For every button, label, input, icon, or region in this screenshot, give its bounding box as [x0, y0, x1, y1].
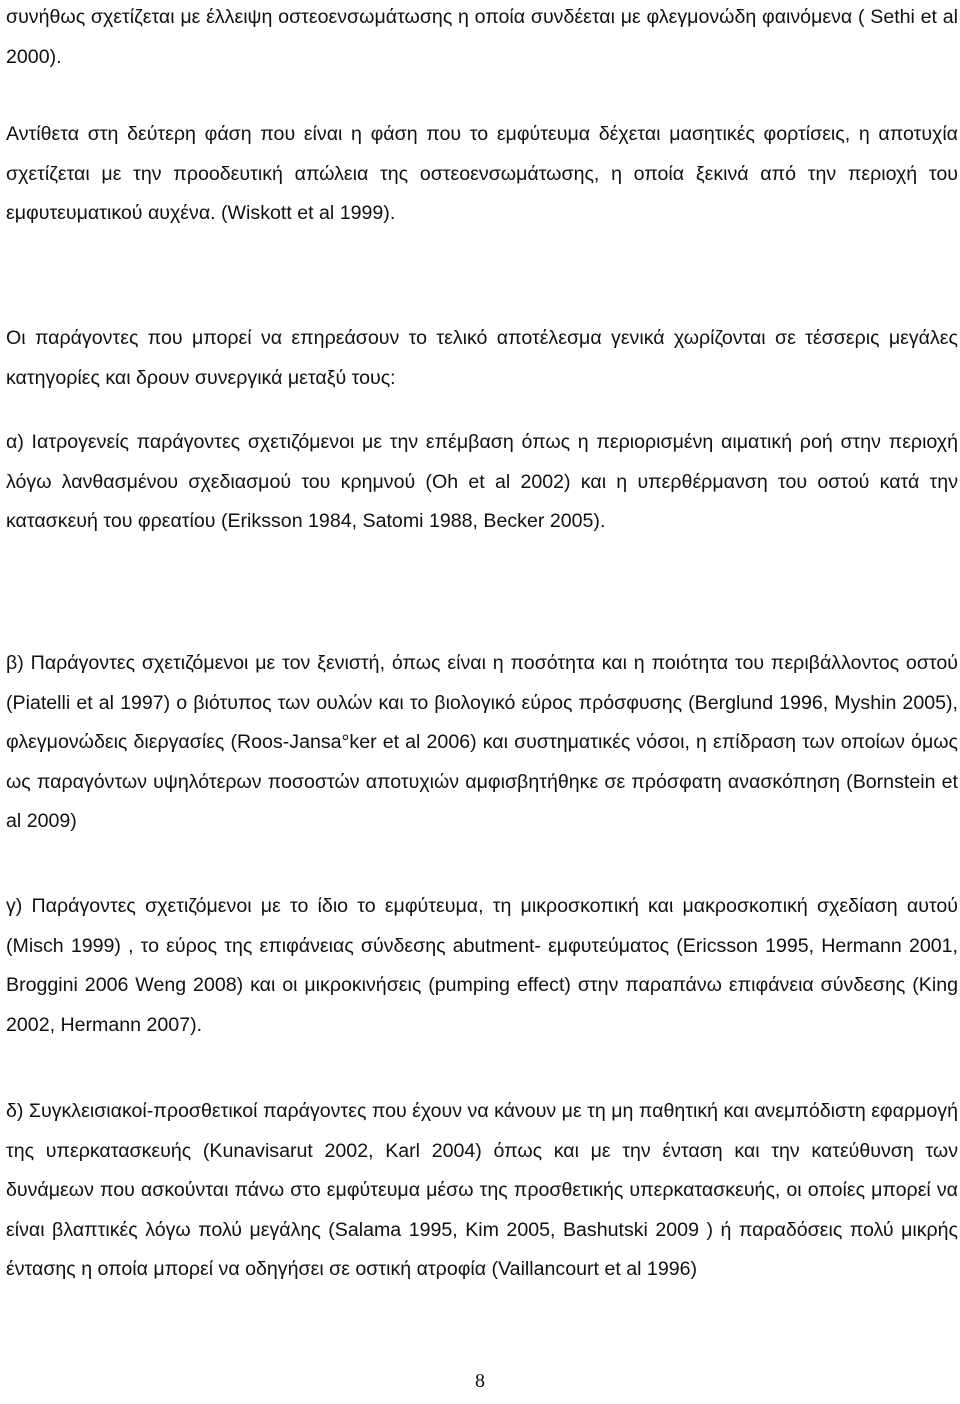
document-page — [6, 0, 958, 1404]
paragraph-factor-a: α) Ιατρογενείς παράγοντες σχετιζόμενοι με την επέμβαση όπως η περιορισμένη αιματική ροή στην περιοχή λόγω λανθασμένου σχεδιασμού του κρημνού (Oh et al 2002) και η υπερθέρμανση του οστού κατά την κατασκευή του φρεατίου (Eriksson 1984, Satomi 1988, Becker 2005). — [6, 431, 958, 532]
page-number: 8 — [475, 1370, 485, 1392]
paragraph-factor-d: δ) Συγκλεισιακοί-προσθετικοί παράγοντες που έχουν να κάνουν με τη μη παθητική και ανεμπόδιστη εφαρμογή της υπερκατασκευής (Kunavisarut 2002, Karl 2004) όπως και με την ένταση και την κατεύθυνση των δυνάμεων που ασκούνται πάνω στο εμφύτευμα μέσω της προσθετικής υπερκατασκευής, οι οποίες μπορεί να είναι βλαπτικές λόγω πολύ μεγάλης (Salama 1995, Kim 2005, Bashutski 2009 ) ή παραδόσεις πολύ μικρής έντασης η οποία μπορεί να οδηγήσει σε οστική ατροφία (Vaillancourt et al 1996) — [6, 1100, 958, 1280]
paragraph-factor-c: γ) Παράγοντες σχετιζόμενοι με το ίδιο το εμφύτευμα, τη μικροσκοπική και μακροσκοπική σχεδίαση αυτού (Misch 1999) , το εύρος της επιφάνειας σύνδεσης abutment- εμφυτεύματος (Ericsson 1995, Hermann 2001, Broggini 2006 Weng 2008) και οι μικροκινήσεις (pumping effect) στην παραπάνω επιφάνεια σύνδεσης (King 2002, Hermann 2007). — [6, 895, 958, 1036]
paragraph-second-phase: Αντίθετα στη δεύτερη φάση που είναι η φάση που το εμφύτευμα δέχεται μασητικές φορτίσεις, η αποτυχία σχετίζεται με την προοδευτική απώλεια της οστεοενσωμάτωσης, η οποία ξεκινά από την περιοχή του εμφυτευματικού αυχένα. (Wiskott et al 1999). — [6, 123, 958, 224]
paragraph-factor-b: β) Παράγοντες σχετιζόμενοι με τον ξενιστή, όπως είναι η ποσότητα και η ποιότητα του περιβάλλοντος οστού (Piatelli et al 1997) ο βιότυπος των ουλών και το βιολογικό εύρος πρόσφυσης (Berglund 1996, Myshin 2005), φλεγμονώδεις διεργασίες (Roos-Jansa°ker et al 2006) και συστηματικές νόσοι, η επίδραση των οποίων όμως ως παραγόντων υψηλότερων ποσοστών αποτυχιών αμφισβητήθηκε σε πρόσφατη ανασκόπηση (Bornstein et al 2009) — [6, 652, 958, 832]
paragraph-continuation: συνήθως σχετίζεται με έλλειψη οστεοενσωμάτωσης η οποία συνδέεται με φλεγμονώδη φαινόμενα ( Sethi et al 2000). — [6, 6, 958, 68]
paragraph-factors-intro: Οι παράγοντες που μπορεί να επηρεάσουν το τελικό αποτέλεσμα γενικά χωρίζονται σε τέσσερις μεγάλες κατηγορίες και δρουν συνεργικά μεταξύ τους: — [6, 327, 958, 389]
